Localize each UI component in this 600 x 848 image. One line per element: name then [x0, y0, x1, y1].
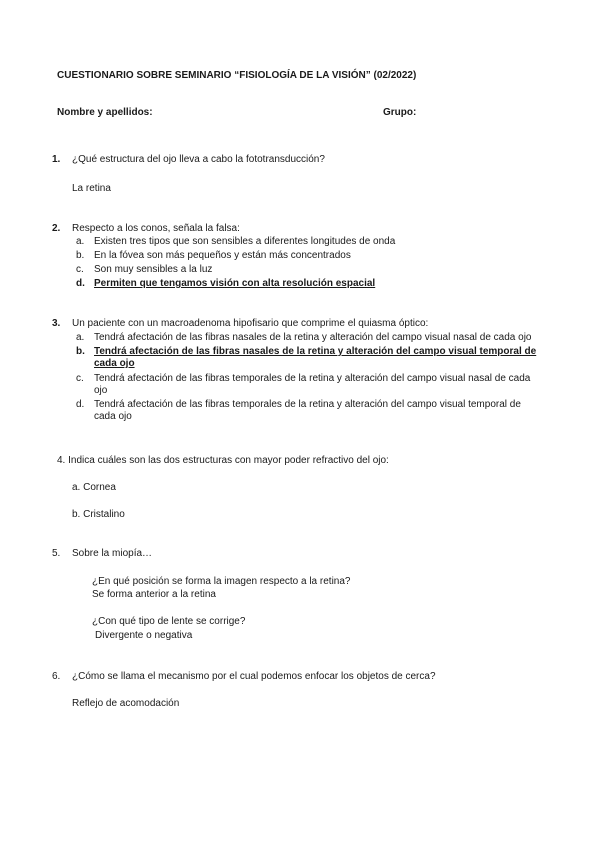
- q3-option-d-letter: d.: [76, 399, 85, 410]
- q4-answer-b: b. Cristalino: [72, 509, 125, 520]
- q3-option-b-correct: Tendrá afectación de las fibras nasales de la retina y alteración del campo visual temporal de cada ojo: [94, 346, 537, 369]
- q3-option-b-letter: b.: [76, 346, 85, 357]
- q2-option-d-correct: Permiten que tengamos visión con alta resolución espacial: [94, 278, 376, 289]
- name-label: Nombre y apellidos:: [57, 107, 153, 118]
- q2-option-b-letter: b.: [76, 250, 85, 261]
- q1-text: ¿Qué estructura del ojo lleva a cabo la fototransducción?: [72, 154, 325, 165]
- q5-number: 5.: [52, 548, 61, 559]
- q1-number: 1.: [52, 154, 61, 165]
- q6-number: 6.: [52, 671, 61, 682]
- q3-option-c: Tendrá afectación de las fibras temporales de la retina y alteración del campo visual nasal de cada ojo: [94, 373, 531, 396]
- group-label: Grupo:: [383, 107, 417, 118]
- q2-option-c-letter: c.: [76, 264, 84, 275]
- q4-answer-a: a. Cornea: [72, 482, 116, 493]
- q3-option-c-letter: c.: [76, 373, 84, 384]
- q5-subquestion-2: ¿Con qué tipo de lente se corrige?: [92, 616, 246, 627]
- q2-option-b: En la fóvea son más pequeños y están más concentrados: [94, 250, 351, 261]
- q2-option-d-letter: d.: [76, 278, 85, 289]
- q1-answer: La retina: [72, 183, 111, 194]
- q2-option-c: Son muy sensibles a la luz: [94, 264, 213, 275]
- document-title: CUESTIONARIO SOBRE SEMINARIO “FISIOLOGÍA DE LA VISIÓN” (02/2022): [57, 70, 417, 81]
- q5-text: Sobre la miopía…: [72, 548, 153, 559]
- q5-answer-2: Divergente o negativa: [95, 630, 193, 641]
- q4-text: 4. Indica cuáles son las dos estructuras con mayor poder refractivo del ojo:: [57, 455, 389, 466]
- q2-option-a: Existen tres tipos que son sensibles a diferentes longitudes de onda: [94, 236, 396, 247]
- q5-answer-1: Se forma anterior a la retina: [92, 589, 216, 600]
- q3-option-a-letter: a.: [76, 332, 85, 343]
- q3-text: Un paciente con un macroadenoma hipofisario que comprime el quiasma óptico:: [72, 318, 429, 329]
- q3-option-a: Tendrá afectación de las fibras nasales de la retina y alteración del campo visual nasal de cada ojo: [94, 332, 532, 343]
- q2-text: Respecto a los conos, señala la falsa:: [72, 223, 240, 234]
- q3-number: 3.: [52, 318, 61, 329]
- q6-text: ¿Cómo se llama el mecanismo por el cual podemos enfocar los objetos de cerca?: [72, 671, 436, 682]
- q5-subquestion-1: ¿En qué posición se forma la imagen respecto a la retina?: [92, 576, 351, 587]
- q2-number: 2.: [52, 223, 61, 234]
- q6-answer: Reflejo de acomodación: [72, 698, 180, 709]
- q2-option-a-letter: a.: [76, 236, 85, 247]
- q3-option-d: Tendrá afectación de las fibras temporales de la retina y alteración del campo visual temporal de cada ojo: [94, 399, 521, 422]
